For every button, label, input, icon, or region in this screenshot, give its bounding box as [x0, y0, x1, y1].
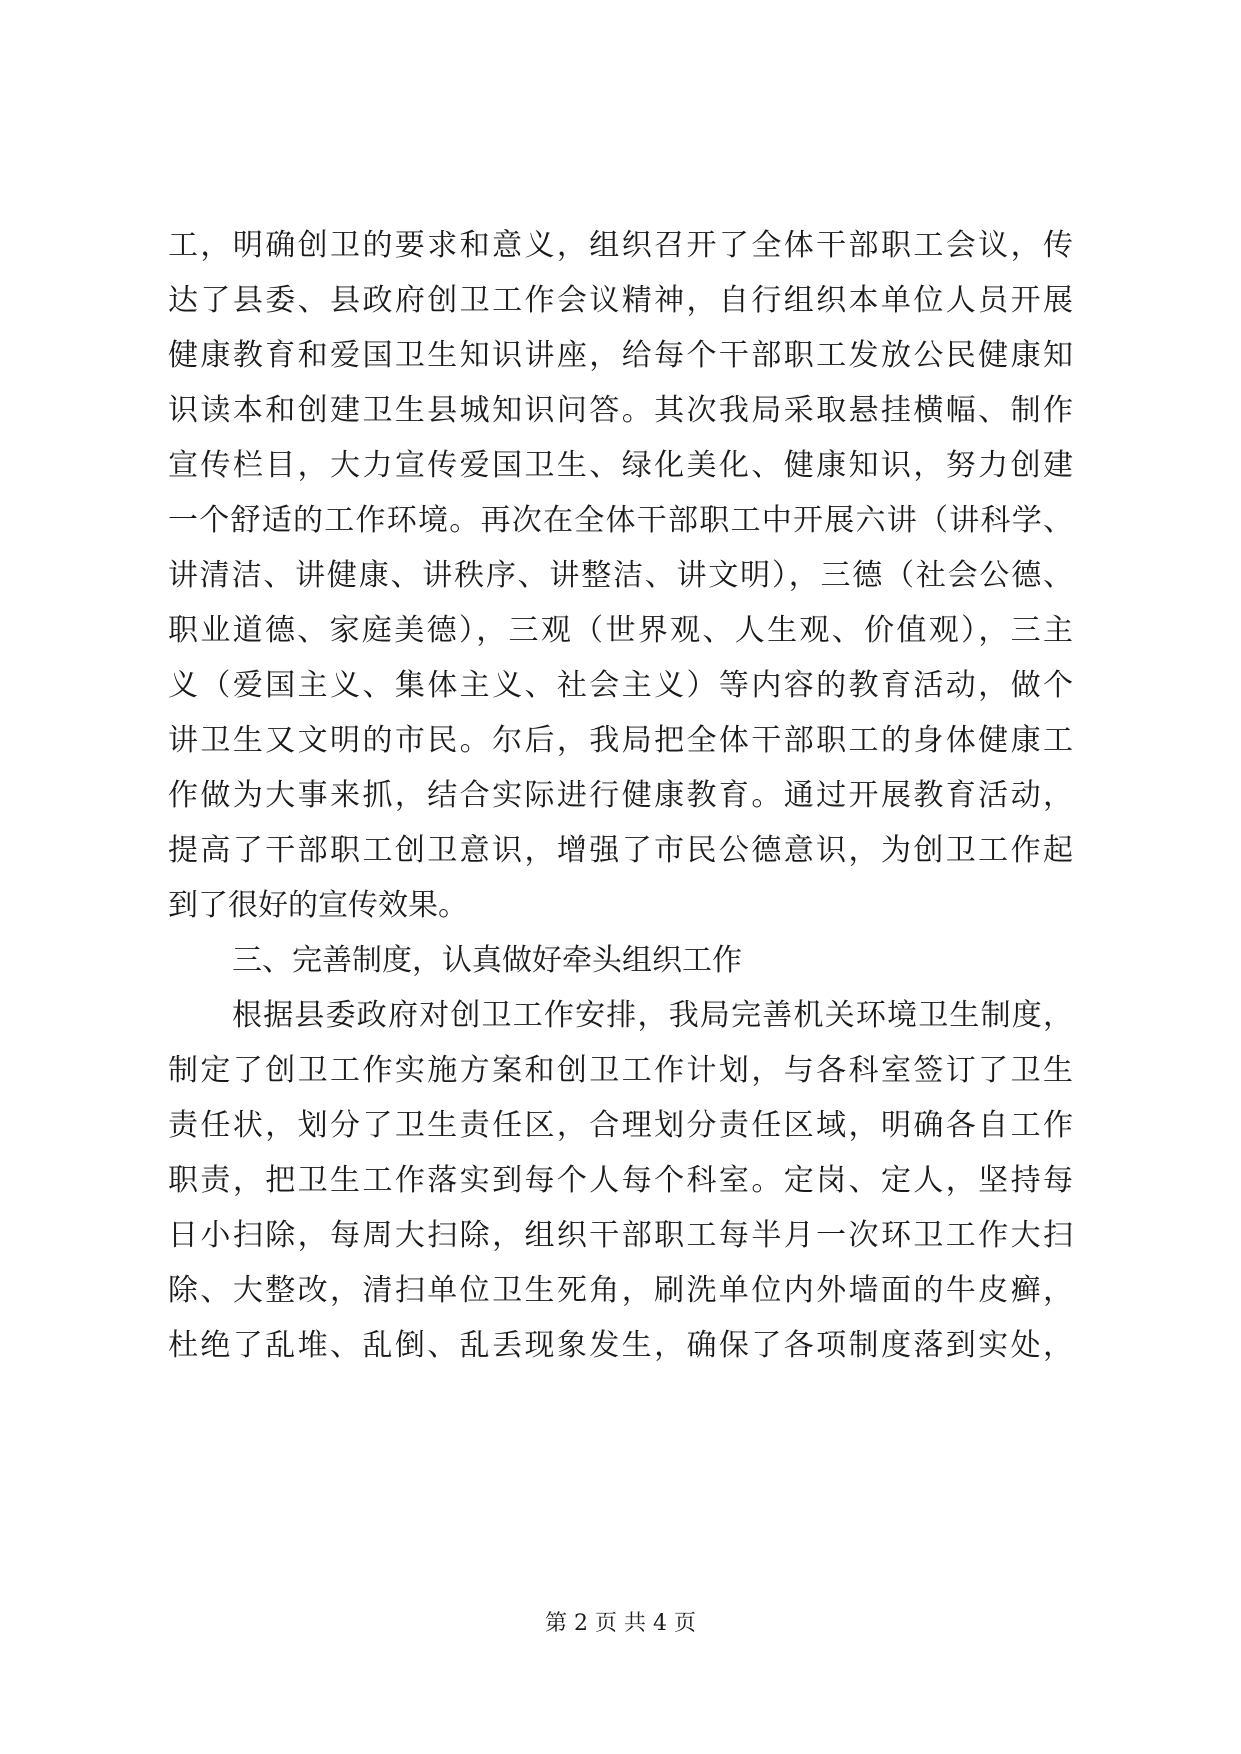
paragraph-line: 宣传栏目，大力宣传爱国卫生、绿化美化、健康知识，努力创建: [168, 448, 1073, 483]
section-heading: 三、完善制度，认真做好牵头组织工作: [232, 943, 742, 978]
paragraph-line: 识读本和创建卫生县城知识问答。其次我局采取悬挂横幅、制作: [168, 393, 1073, 428]
paragraph-line: 职业道德、家庭美德），三观（世界观、人生观、价值观），三主: [168, 613, 1073, 648]
paragraph-line: 一个舒适的工作环境。再次在全体干部职工中开展六讲（讲科学、: [168, 503, 1073, 538]
paragraph-line: 日小扫除，每周大扫除，组织干部职工每半月一次环卫工作大扫: [168, 1218, 1073, 1253]
paragraph-line: 责任状，划分了卫生责任区，合理划分责任区域，明确各自工作: [168, 1108, 1073, 1143]
paragraph-line: 作做为大事来抓，结合实际进行健康教育。通过开展教育活动，: [168, 778, 1073, 813]
paragraph-line: 健康教育和爱国卫生知识讲座，给每个干部职工发放公民健康知: [168, 338, 1073, 373]
paragraph-line: 义（爱国主义、集体主义、社会主义）等内容的教育活动，做个: [168, 668, 1073, 703]
paragraph-line: 达了县委、县政府创卫工作会议精神，自行组织本单位人员开展: [168, 283, 1073, 318]
paragraph-line: 职责，把卫生工作落实到每个人每个科室。定岗、定人，坚持每: [168, 1163, 1073, 1198]
paragraph-line: 讲卫生又文明的市民。尔后，我局把全体干部职工的身体健康工: [168, 723, 1073, 758]
paragraph-line: 到了很好的宣传效果。: [168, 888, 468, 923]
paragraph-line: 工，明确创卫的要求和意义，组织召开了全体干部职工会议，传: [168, 228, 1073, 263]
paragraph-line: 讲清洁、讲健康、讲秩序、讲整洁、讲文明），三德（社会公德、: [168, 558, 1073, 593]
paragraph-line: 根据县委政府对创卫工作安排，我局完善机关环境卫生制度，: [232, 998, 1073, 1033]
paragraph-line: 除、大整改，清扫单位卫生死角，刷洗单位内外墙面的牛皮癣，: [168, 1273, 1073, 1308]
paragraph-line: 杜绝了乱堆、乱倒、乱丢现象发生，确保了各项制度落到实处，: [168, 1328, 1073, 1363]
paragraph-line: 提高了干部职工创卫意识，增强了市民公德意识，为创卫工作起: [168, 833, 1073, 868]
page-number-footer: 第 2 页 共 4 页: [545, 1611, 696, 1636]
paragraph-line: 制定了创卫工作实施方案和创卫工作计划，与各科室签订了卫生: [168, 1053, 1073, 1088]
